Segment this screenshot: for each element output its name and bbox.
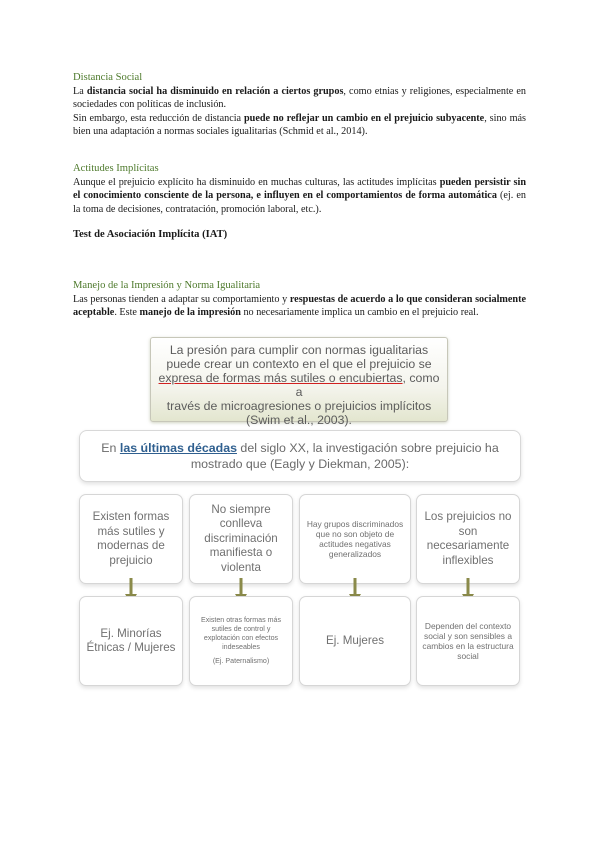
- paragraph-impression-management: [73, 293, 526, 320]
- diagram-top-box-3: [299, 494, 411, 584]
- box-stack: [194, 616, 288, 666]
- diagram-top-box-4: [416, 494, 520, 584]
- box-text: Ej. Minorías Étnicas / Mujeres: [86, 626, 176, 654]
- text-span: En: [101, 441, 120, 455]
- text-span: , como etnias y religiones, especialmente en sociedades con políticas de inclusión.: [73, 85, 527, 110]
- diagram-bottom-box-3: [299, 596, 411, 686]
- box-text: Dependen del contexto social y son sensibles a cambios en la estructura social: [422, 620, 514, 662]
- text-span: Las personas tienden a adaptar su comportamiento y: [73, 293, 290, 305]
- text-span: (ej. en la toma de decisiones, contratación, promoción laboral, etc.).: [73, 190, 526, 215]
- box-text: Ej. Mujeres: [326, 633, 384, 647]
- bold-span: pueden persistir sin el conocimiento consciente de la persona, e influyen en el comportamientos de forma automática: [73, 176, 526, 201]
- text-span: , sino más bien una adaptación a normas sociales igualitarias (Schmid et al., 2014).: [73, 112, 526, 137]
- text-span: , como a: [295, 371, 440, 399]
- box-text: Los prejuicios no son necesariamente inflexibles: [424, 510, 512, 567]
- quote-line: [157, 371, 441, 399]
- section-impression-management: [73, 279, 526, 320]
- bold-span: puede no reflejar un cambio en el prejuicio subyacente: [244, 112, 485, 124]
- text-span: Aunque el prejuicio explícito ha disminuido en muchas culturas, las actitudes implícitas: [73, 176, 440, 188]
- text-span: La: [73, 85, 87, 97]
- heading-impression-management: Manejo de la Impresión y Norma Igualitaria: [73, 280, 261, 291]
- diagram-bottom-box-4: [416, 596, 520, 686]
- diagram-header: [79, 430, 521, 482]
- section-implicit-attitudes: [73, 162, 526, 242]
- box-text: Existen otras formas más sutiles de control y explotación con efectos indeseables: [200, 616, 282, 651]
- paragraph-social-distance-2: [73, 112, 526, 139]
- paragraph-social-distance-1: [73, 85, 526, 112]
- text-span: . Este: [114, 307, 140, 318]
- box-text: (Ej. Paternalismo): [212, 657, 270, 665]
- quote-citation: (Swim et al., 2003).: [246, 413, 352, 427]
- bold-span: manejo de la impresión: [139, 307, 241, 318]
- text-span: del siglo XX, la investigación sobre prejuicio ha mostrado que (Eagly y Diekman, 2005):: [190, 441, 499, 471]
- diagram-bottom-box-1: [79, 596, 183, 686]
- highlight-span: las últimas décadas: [119, 441, 237, 455]
- diagram-bottom-box-2: [189, 596, 293, 686]
- box-text: Existen formas más sutiles y modernas de prejuicio: [92, 510, 170, 567]
- quote-box: [150, 337, 448, 427]
- paragraph-implicit-attitudes: [73, 176, 526, 217]
- text-span: Sin embargo, esta reducción de distancia: [73, 112, 244, 124]
- diagram-top-box-1: [79, 494, 183, 584]
- bold-span: distancia social ha disminuido en relación a ciertos grupos: [86, 85, 344, 97]
- quote-line: La presión para cumplir con normas igualitarias: [169, 343, 429, 357]
- section-social-distance: [73, 71, 526, 139]
- box-text: No siempre conlleva discriminación manifiesta o violenta: [204, 502, 278, 574]
- heading-iat: Test de Asociación Implícita (IAT): [73, 229, 228, 240]
- text-span: no necesariamente implica un cambio en el prejuicio real.: [240, 307, 479, 318]
- quote-line: puede crear un contexto en el que el prejuicio se: [166, 357, 432, 371]
- diagram-top-box-2: [189, 494, 293, 584]
- heading-implicit-attitudes: Actitudes Implícitas: [73, 163, 159, 174]
- heading-social-distance: Distancia Social: [73, 72, 143, 83]
- quote-line: través de microagresiones o prejuicios implícitos: [166, 399, 432, 413]
- box-text: Hay grupos discriminados que no son objeto de actitudes negativas generalizados: [306, 518, 404, 560]
- quote-underlined: expresa de formas más sutiles o encubiertas: [158, 371, 403, 385]
- bold-span: respuestas de acuerdo a lo que consideran socialmente aceptable: [73, 293, 526, 318]
